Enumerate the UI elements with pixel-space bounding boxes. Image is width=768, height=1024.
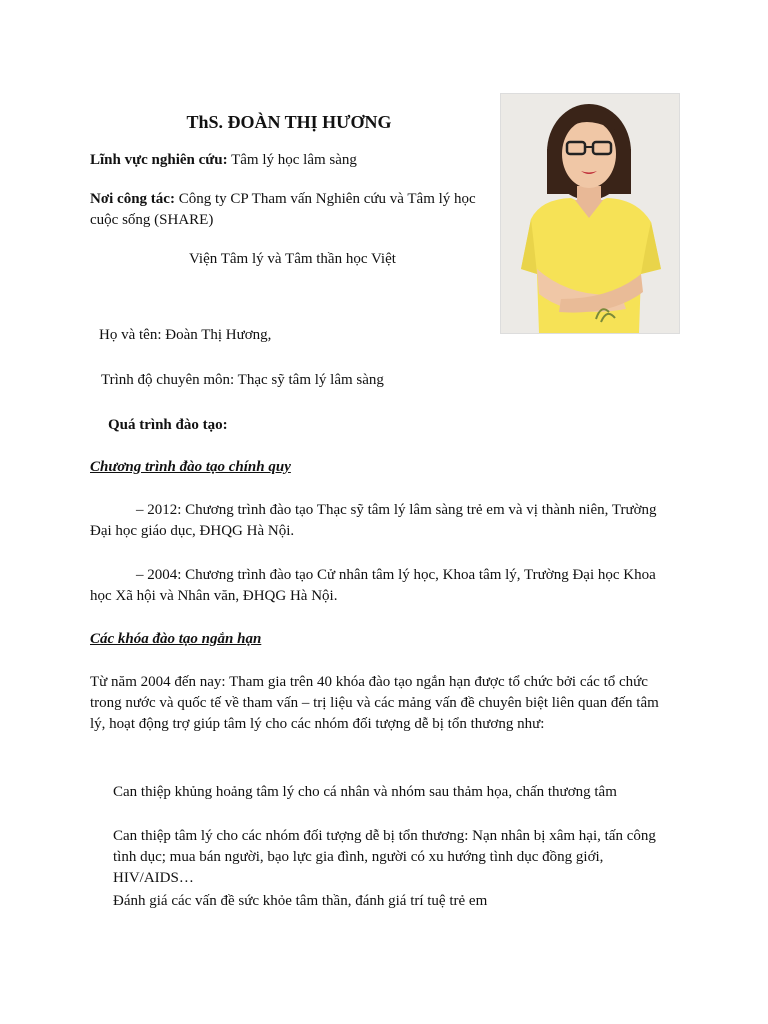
page-title: ThS. ĐOÀN THỊ HƯƠNG (186, 112, 392, 132)
portrait-illustration (501, 94, 679, 333)
research-field (90, 150, 490, 171)
research-field-label: Lĩnh vực nghiên cứu: (90, 152, 228, 168)
short-heading: Các khóa đào tạo ngắn hạn (90, 631, 262, 647)
short-item-crisis: Can thiệp khủng hoảng tâm lý cho cá nhân và nhóm sau thảm họa, chấn thương tâm (113, 784, 617, 800)
workplace-value: Công ty CP Tham vấn Nghiên cứu và Tâm lý học cuộc sống (SHARE) (90, 191, 476, 228)
qualification: Trình độ chuyên môn: Thạc sỹ tâm lý lâm sàng (101, 372, 384, 388)
formal-item-2004: – 2004: Chương trình đào tạo Cử nhân tâm lý học, Khoa tâm lý, Trường Đại học Khoa học Xã hội và Nhân văn, ĐHQG Hà Nội. (90, 567, 656, 604)
short-item-assessment: Đánh giá các vấn đề sức khỏe tâm thần, đánh giá trí tuệ trẻ em (113, 893, 488, 909)
short-item-vulnerable: Can thiệp tâm lý cho các nhóm đối tượng dễ bị tổn thương: Nạn nhân bị xâm hại, tấn công tình dục; mua bán người, bạo lực gia đình, người có xu hướng tình dục đồng giới, HIV/AIDS… (113, 828, 656, 886)
full-name: Họ và tên: Đoàn Thị Hương, (99, 327, 272, 343)
formal-heading: Chương trình đào tạo chính quy (90, 459, 291, 475)
short-intro: Từ năm 2004 đến nay: Tham gia trên 40 khóa đào tạo ngắn hạn được tổ chức bởi các tổ chức trong nước và quốc tế về tham vấn – trị liệu và các mảng vấn đề chuyên biệt liên quan đến tâm lý, hoạt động trợ giúp tâm lý cho các nhóm đối tượng dễ bị tổn thương như: (90, 674, 659, 732)
workplace-label: Nơi công tác: (90, 191, 175, 207)
training-heading: Quá trình đào tạo: (108, 417, 228, 433)
portrait-photo (500, 93, 680, 334)
workplace (90, 189, 490, 231)
formal-item-2012: – 2012: Chương trình đào tạo Thạc sỹ tâm lý lâm sàng trẻ em và vị thành niên, Trường Đại học giáo dục, ĐHQG Hà Nội. (90, 502, 657, 539)
workplace-second: Viện Tâm lý và Tâm thần học Việt (189, 251, 396, 267)
research-field-value: Tâm lý học lâm sàng (227, 152, 357, 168)
